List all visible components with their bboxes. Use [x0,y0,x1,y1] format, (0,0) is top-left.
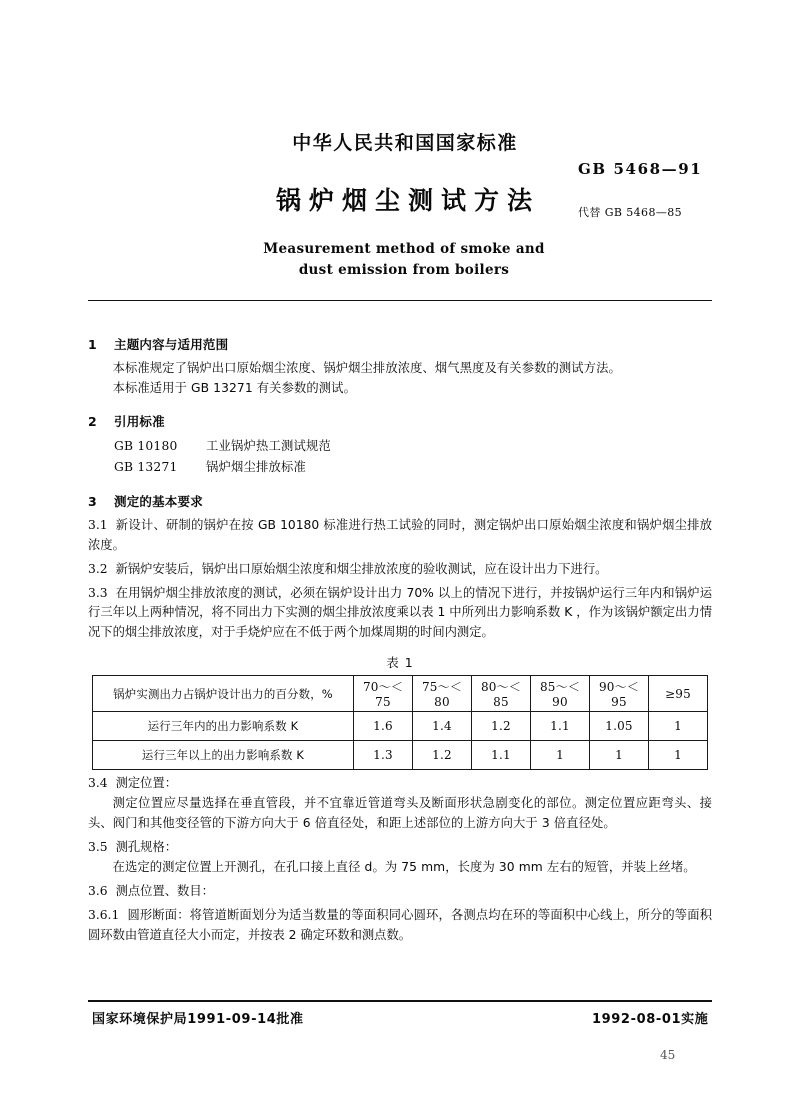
table-row [93,741,708,770]
table-col-header: 85～＜90 [531,676,590,712]
section-2-title: 引用标准 [114,413,165,429]
header-divider [88,300,712,301]
table-cell: 1.6 [354,712,413,741]
reference-item [88,436,712,458]
clause-3-5-label: 3.5 [88,840,108,854]
section-1-heading [88,335,712,353]
table-1-output-coefficient [92,675,708,770]
section-2-number: 2 [88,413,97,429]
reference-item [88,457,712,479]
table-header-label: 锅炉实测出力占锅炉设计出力的百分数，% [93,676,354,712]
reference-code: GB 13271 [114,460,178,475]
clause-3-1-label: 3.1 [88,517,108,532]
section-1-title: 主题内容与适用范围 [114,337,229,352]
table-cell: 1 [590,741,649,770]
table-col-header: 75～＜80 [413,676,472,712]
clause-3-5-text: 在选定的测定位置上开测孔，在孔口接上直径 d。为 75 mm，长度为 30 mm 左右的短管，并装上丝堵。 [112,859,696,874]
clause-3-4-text: 测定位置应尽量选择在垂直管段，并不宜靠近管道弯头及断面形状急剧变化的部位。测定位置应距弯头、接头、阀门和其他变径管的下游方向大于 6 倍直径处，和距上述部位的上游方向大于 3 倍直径处。 [88,796,712,831]
clause-3-4-label: 3.4 [88,776,108,791]
table-cell: 1 [531,741,590,770]
clause-3-5-title: 测孔规格： [115,840,178,854]
table-col-header: 70～＜75 [354,676,413,712]
clause-3-2 [88,560,712,580]
standard-code: GB 5468—91 [578,160,703,178]
document-body [88,322,712,946]
table-cell: 1.2 [472,712,531,741]
clause-3-1 [88,516,712,556]
reference-code: GB 10180 [114,438,178,453]
section-3-heading [88,492,712,510]
clause-3-6-title: 测点位置、数目： [115,883,214,898]
table-row [93,712,708,741]
table-cell: 1.1 [472,741,531,770]
clause-3-2-text: 新锅炉安装后，锅炉出口原始烟尘浓度和烟尘排放浓度的验收测试，应在设计出力下进行。 [115,561,608,576]
section-1-number: 1 [88,337,97,352]
clause-3-5-heading [88,838,712,858]
english-title-line2: dust emission from boilers [298,261,510,278]
clause-3-6-1 [88,906,712,946]
table-row-label: 运行三年以上的出力影响系数 K [93,741,354,770]
table-cell: 1.2 [413,741,472,770]
reference-name: 工业锅炉热工测试规范 [206,438,331,453]
clause-3-6-1-label: 3.6.1 [88,907,120,922]
clause-3-6-1-text: 圆形断面：将管道断面划分为适当数量的等面积同心圆环，各测点均在环的等面积中心线上，所分的等面积圆环数由管道直径大小而定，并按表 2 确定环数和测点数。 [88,907,712,942]
section-2-heading [88,412,712,430]
footer-effective-date: 1992-08-01实施 [592,1012,709,1027]
section-1-paragraph-1: 本标准规定了锅炉出口原始烟尘浓度、锅炉烟尘排放浓度、烟气黑度及有关参数的测试方法。 [112,361,621,375]
table-col-header: 80～＜85 [472,676,531,712]
table-row-label: 运行三年内的出力影响系数 K [93,712,354,741]
table-cell: 1 [649,741,708,770]
english-title [0,239,800,281]
footer-approval: 国家环境保护局1991-09-14批准 [92,1012,304,1027]
table-1-caption: 表 1 [386,655,414,671]
clause-3-2-label: 3.2 [88,561,108,576]
clause-3-6-label: 3.6 [88,883,108,898]
page-number: 45 [660,1048,676,1062]
table-col-header: 90～＜95 [590,676,649,712]
section-3-title: 测定的基本要求 [114,493,203,509]
table-cell: 1.3 [354,741,413,770]
standard-replaces: 代替 GB 5468—85 [578,206,683,219]
clause-3-3-label: 3.3 [88,585,108,600]
clause-3-6-heading [88,882,712,902]
clause-3-4-heading [88,774,712,794]
reference-name: 锅炉烟尘排放标准 [206,460,306,475]
clause-3-1-text: 新设计、研制的锅炉在按 GB 10180 标准进行热工试验的同时，测定锅炉出口原始烟尘浓度和锅炉烟尘排放浓度。 [88,517,712,552]
table-cell: 1 [649,712,708,741]
document-title: 锅炉烟尘测试方法 [275,186,540,215]
section-1-paragraph-2: 本标准适用于 GB 13271 有关参数的测试。 [112,380,356,395]
section-3-number: 3 [88,493,97,509]
national-standard-label: 中华人民共和国国家标准 [292,132,518,154]
table-row-header [93,676,708,712]
english-title-line1: Measurement method of smoke and [263,241,545,257]
clause-3-3 [88,584,712,644]
table-col-header: ≥95 [649,676,708,712]
table-cell: 1.4 [413,712,472,741]
clause-3-3-text: 在用锅炉烟尘排放浓度的测试，必须在锅炉设计出力 70% 以上的情况下进行，并按锅炉运行三年内和锅炉运行三年以上两种情况，将不同出力下实测的烟尘排放浓度乘以表 1 中所列出力影响系数 K ，作为该锅炉额定出力情况下的烟尘排放浓度，对于手烧炉应在不低于两个加煤周期的时间内测定。 [88,585,712,640]
clause-3-4-title: 测定位置： [115,776,178,791]
footer-divider [88,1000,712,1002]
table-cell: 1.05 [590,712,649,741]
table-cell: 1.1 [531,712,590,741]
